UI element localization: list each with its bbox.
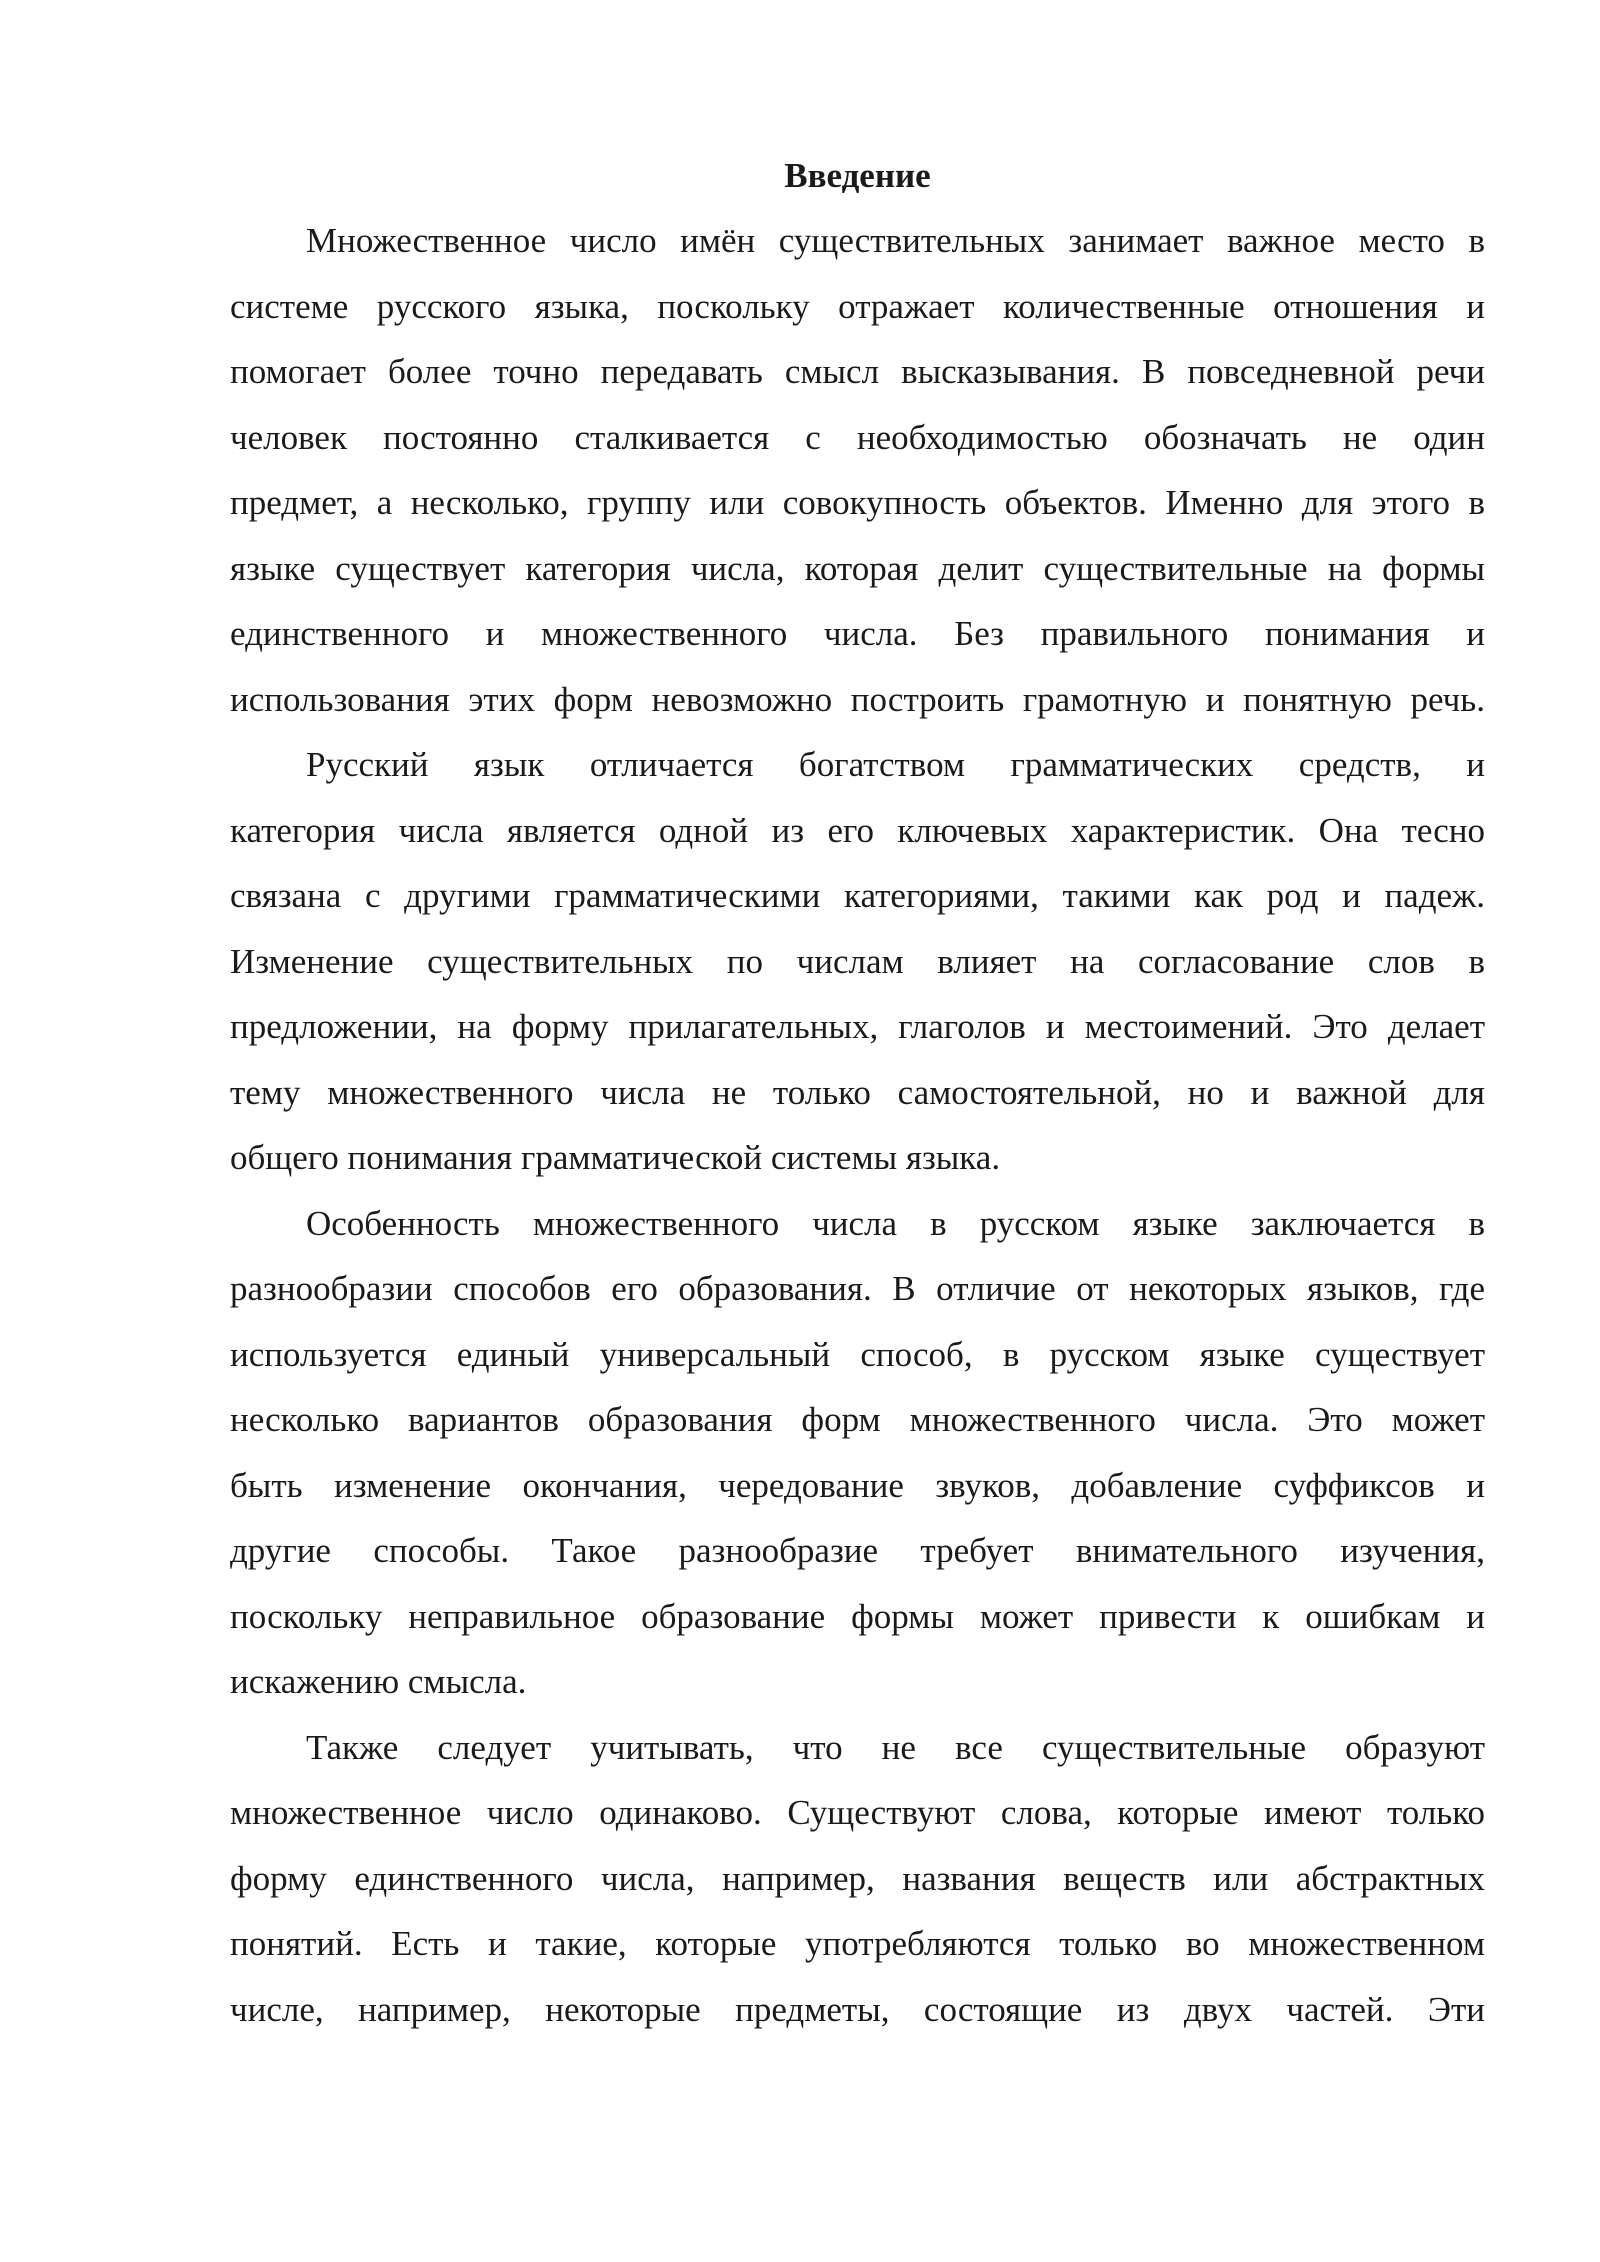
text-line: другие способы. Такое разнообразие требует внимательного изучения,	[230, 1531, 1485, 1570]
text-line: предложении, на форму прилагательных, глаголов и местоимений. Это делает	[230, 1007, 1485, 1046]
text-line: понятий. Есть и такие, которые употребляются только во множественном	[230, 1924, 1485, 1963]
text-line: человек постоянно сталкивается с необходимостью обозначать не один	[230, 417, 1485, 457]
paragraph-4	[230, 1715, 1485, 2043]
text-line: множественное число одинаково. Существуют слова, которые имеют только	[230, 1793, 1485, 1832]
paragraph-1	[230, 208, 1485, 732]
text-line: системе русского языка, поскольку отражает количественные отношения и	[230, 286, 1485, 326]
text-line: связана с другими грамматическими категориями, такими как род и падеж.	[230, 876, 1485, 915]
text-line: Изменение существительных по числам влияет на согласование слов в	[230, 941, 1485, 981]
text-line: категория числа является одной из его ключевых характеристик. Она тесно	[230, 810, 1485, 850]
document-body	[230, 150, 1485, 2042]
text-line: поскольку неправильное образование формы может привести к ошибкам и	[230, 1596, 1485, 1636]
text-line: искажению смысла.	[230, 1662, 527, 1701]
text-line: Особенность множественного числа в русском языке заключается в	[306, 1203, 1485, 1243]
text-line: помогает более точно передавать смысл высказывания. В повседневной речи	[230, 352, 1485, 391]
text-line: Также следует учитывать, что не все существительные образуют	[306, 1727, 1485, 1767]
text-line: тему множественного числа не только самостоятельной, но и важной для	[230, 1072, 1485, 1112]
text-line: общего понимания грамматической системы языка.	[230, 1138, 1001, 1177]
text-line: Множественное число имён существительных занимает важное место в	[306, 221, 1485, 260]
text-line: несколько вариантов образования форм множественного числа. Это может	[230, 1400, 1485, 1439]
text-line: быть изменение окончания, чередование звуков, добавление суффиксов и	[230, 1465, 1485, 1505]
text-line: числе, например, некоторые предметы, состоящие из двух частей. Эти	[230, 1989, 1485, 2029]
text-line: разнообразии способов его образования. В отличие от некоторых языков, где	[230, 1269, 1485, 1308]
text-line: языке существует категория числа, которая делит существительные на формы	[230, 548, 1485, 588]
paragraph-3	[230, 1191, 1485, 1715]
text-line: предмет, а несколько, группу или совокупность объектов. Именно для этого в	[230, 483, 1485, 522]
text-line: форму единственного числа, например, названия веществ или абстрактных	[230, 1858, 1485, 1898]
text-line: используется единый универсальный способ, в русском языке существует	[230, 1334, 1485, 1374]
paragraph-2	[230, 732, 1485, 1191]
text-line: использования этих форм невозможно построить грамотную и понятную речь.	[230, 679, 1485, 719]
page-title: Введение	[784, 156, 931, 195]
text-line: единственного и множественного числа. Без правильного понимания и	[230, 614, 1485, 653]
text-line: Русский язык отличается богатством грамматических средств, и	[306, 745, 1485, 784]
